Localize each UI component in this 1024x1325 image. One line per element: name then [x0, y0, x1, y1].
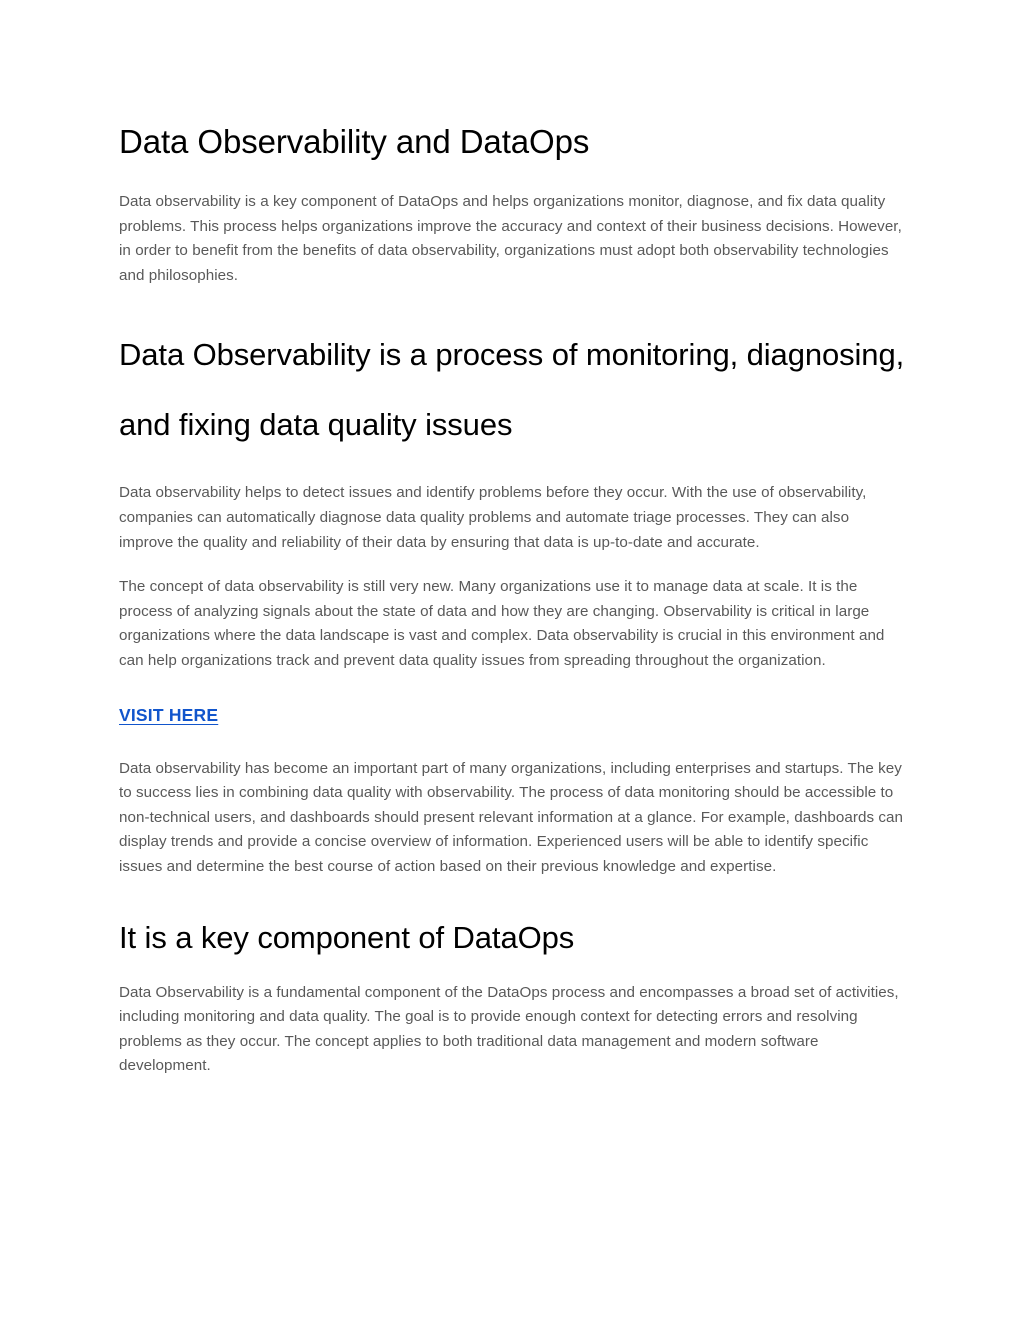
- spacer: [119, 880, 907, 916]
- section-1-paragraph-1: Data observability helps to detect issues and identify problems before they occur. With the use of observability, companies can automatically diagnose data quality problems and automate triage processes. They can also improve the quality and reliability of their data by ensuring that data is up-to-date and accurate.: [119, 484, 867, 551]
- spacer: [119, 674, 907, 702]
- visit-here-link[interactable]: VISIT HERE: [119, 704, 219, 725]
- document-body: [119, 120, 907, 1079]
- spacer: [119, 288, 907, 320]
- spacer: [119, 960, 907, 981]
- intro-paragraph: Data observability is a key component of DataOps and helps organizations monitor, diagnose, and fix data quality problems. This process helps organizations improve the accuracy and context of their business decisions. However, in order to benefit from the benefits of data observability, organizations must adopt both observability technologies and philosophies.: [119, 193, 902, 284]
- section-1-paragraph-3: Data observability has become an important part of many organizations, including enterprises and startups. The key to success lies in combining data quality with observability. The process of data monitoring should be accessible to non-technical users, and dashboards should present relevant information at a glance. For example, dashboards can display trends and provide a concise overview of information. Experienced users will be able to identify specific issues and determine the best course of action based on their previous knowledge and expertise.: [119, 759, 904, 875]
- spacer: [119, 730, 907, 757]
- spacer: [119, 460, 907, 481]
- section-2-paragraph-1: Data Observability is a fundamental component of the DataOps process and encompasses a broad set of activities, including monitoring and data quality. The goal is to provide enough context for detecting errors and resolving problems as they occur. The concept applies to both traditional data management and modern software development.: [119, 983, 899, 1075]
- page-title: Data Observability and DataOps: [119, 123, 590, 160]
- section-heading-key-component: It is a key component of DataOps: [119, 919, 575, 955]
- section-1-paragraph-2: The concept of data observability is still very new. Many organizations use it to manage data at scale. It is the process of analyzing signals about the state of data and how they are changing. Observability is critical in large organizations where the data landscape is vast and complex. Data observability is crucial in this environment and can help organizations track and prevent data quality issues from spreading throughout the organization.: [119, 578, 885, 669]
- section-heading-observability-process: Data Observability is a process of monitoring, diagnosing, and fixing data quality issues: [119, 337, 905, 443]
- spacer: [119, 555, 907, 575]
- visit-here-link-row: [119, 702, 907, 730]
